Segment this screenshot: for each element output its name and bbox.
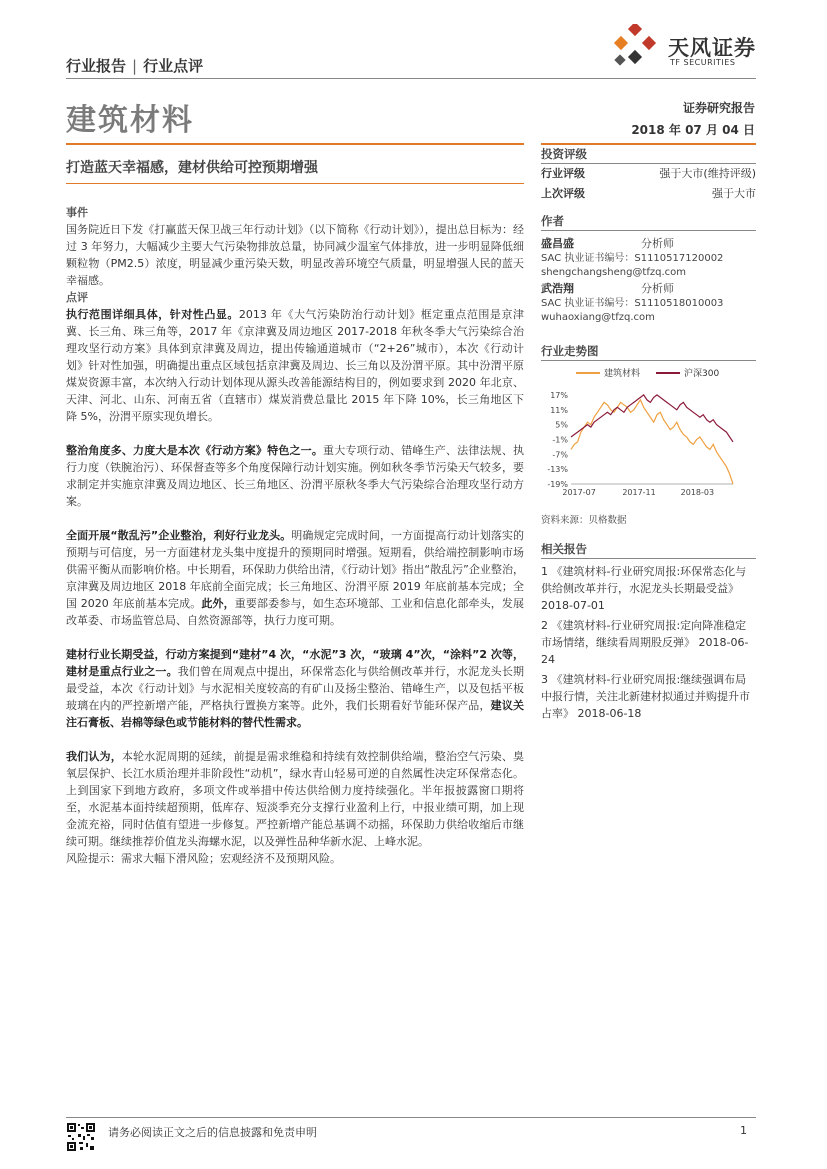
series-line	[571, 395, 733, 442]
related-item[interactable]	[541, 671, 756, 722]
analyst-role: 分析师	[641, 237, 674, 250]
analyst-sac: SAC 执业证书编号：S1110518010003	[541, 298, 724, 309]
footer-disclaimer: 请务必阅读正文之后的信息披露和免责申明	[108, 1126, 317, 1139]
paragraph-5-lead: 我们认为，	[66, 750, 122, 763]
paragraph-3-text: 明确规定完成时间，一方面提高行动计划落实的预期与可信度，另一方面建材龙头集中度提升的预期同时增强。短期看，供给端控制影响市场供需平衡从而影响价格。中长期看，环保助力供给出清，《行动计划》指出“散乱污”企业整治，京津冀及周边地区 2018 年底前全面完成；长三角地区、汾渭平原 2019 年底前基本完成；全国 2020 年底前基本完成。	[66, 529, 525, 610]
y-tick-label: 5%	[555, 420, 568, 430]
analyst-entry	[541, 237, 756, 280]
trend-section	[541, 342, 756, 361]
series-line	[571, 400, 733, 484]
related-item[interactable]	[541, 617, 756, 668]
paragraph-3-text-2: 重要部委参与，如生态环境部、工业和信息化部牵头，发展改革委、市场监管总局、自然资源部等，执行力度可期。	[66, 597, 525, 627]
header-divider	[66, 78, 756, 79]
x-tick-label: 2017-07	[562, 488, 596, 497]
report-type-label: 行业报告	[66, 57, 127, 75]
rating-value: 强于大市(维持评级)	[659, 167, 756, 180]
y-tick-label: -7%	[552, 450, 568, 460]
paragraph-2-lead: 整治角度多、力度大是本次《行动方案》特色之一。	[66, 444, 324, 457]
paragraph-4-lead: 建材行业长期受益，行动方案提到“建材”4 次，“水泥”3 次，“玻璃 4”次，“涂料”2 次等，建材是重点行业之一。	[66, 648, 524, 678]
analyst-sac: SAC 执业证书编号：S1110517120002	[541, 253, 724, 264]
event-title: 事件	[66, 206, 88, 219]
rating-value: 强于大市	[712, 187, 756, 200]
rating-label: 上次评级	[541, 187, 585, 200]
report-date: 2018 年 07 月 04 日	[631, 123, 755, 137]
analyst-name: 盛昌盛	[541, 237, 574, 250]
trend-chart	[541, 364, 756, 504]
legend-label: 沪深300	[684, 369, 720, 379]
paragraph-4-text: 我们曾在周观点中提出，环保常态化与供给侧改革并行，水泥龙头长期最受益，本次《行动计划》与水泥相关度较高的有矿山及扬尘整治、错峰生产，以及包括平板玻璃在内的严控新增产能，严格执行置换方案等。此外，我们长期看好节能环保产品，	[66, 665, 524, 712]
analyst-entry	[541, 282, 756, 325]
related-item-title[interactable]: 3 《建筑材料-行业研究周报:继续强调布局中报行情，关注北新建材拟通过并购提升市占率》	[541, 673, 750, 720]
y-tick-label: -1%	[552, 435, 568, 445]
y-tick-label: 17%	[550, 390, 568, 400]
paragraph-2	[66, 442, 524, 510]
chart-source: 资料来源：贝格数据	[541, 515, 627, 526]
analyst-email[interactable]: wuhaoxiang@tfzq.com	[541, 312, 655, 323]
logo-subtitle: TF SECURITIES	[670, 58, 736, 67]
authors-divider	[541, 230, 756, 231]
paragraph-3-bold-2: 此外，	[201, 597, 235, 610]
legend-label: 建筑材料	[604, 369, 641, 379]
trend-title: 行业走势图	[541, 344, 599, 358]
paragraph-3-lead: 全面开展“散乱污”企业整治，利好行业龙头。	[66, 529, 292, 542]
related-item[interactable]	[541, 563, 756, 614]
headline-bottom-rule	[66, 183, 524, 184]
authors-section	[541, 212, 756, 325]
trend-divider	[541, 360, 756, 361]
related-item-date: 2018-06-24	[541, 636, 749, 666]
rating-title: 投资评级	[541, 147, 587, 161]
report-type	[66, 55, 203, 76]
paragraph-1-text: 2013 年《大气污染防治行动计划》框定重点范围是京津冀、长三角、珠三角等，2017 年《京津冀及周边地区 2017-2018 年秋冬季大气污染综合治理攻坚行动方案》具体到京津冀及周边，提出传输通道城市（“2+26”城市），本次《行动计划》针对性加强，明确提出重点区域包括京津冀及周边、长三角以及汾渭平原。其中汾渭平原煤炭资源丰富，本次纳入行动计划体现从源头改善能源结构目的，例如要求到 2020 年北京、天津、河北、山东、河南五省（直辖市）煤炭消费总量比 2015 年下降 10%，长三角地区下降 5%，汾渭平原实现负增长。	[66, 308, 524, 423]
event-text: 国务院近日下发《打赢蓝天保卫战三年行动计划》（以下简称《行动计划》），提出总目标为：经过 3 年努力，大幅减少主要大气污染物排放总量，协同减少温室气体排放，进一步明显降低细颗粒物（PM2.5）浓度，明显减少重污染天数，明显改善环境空气质量，明显增强人民的蓝天幸福感。	[66, 223, 524, 287]
rating-label: 行业评级	[541, 167, 585, 180]
company-logo-icon	[612, 24, 664, 70]
analyst-email[interactable]: shengchangsheng@tfzq.com	[541, 267, 686, 278]
rating-row	[541, 164, 756, 184]
x-tick-label: 2017-11	[622, 488, 656, 497]
x-tick-label: 2018-03	[680, 488, 715, 497]
page-number: 1	[740, 1124, 747, 1137]
paragraph-4-bold-2: 建议关注石膏板、岩棉等绿色或节能材料的替代性需求。	[66, 699, 525, 729]
y-tick-label: 11%	[550, 405, 568, 415]
related-item-date: 2018-07-01	[541, 599, 605, 612]
related-title: 相关报告	[541, 542, 587, 556]
paragraph-1-lead: 执行范围详细具体，针对性凸显。	[66, 308, 239, 321]
research-label: 证券研究报告	[682, 101, 755, 115]
industry-title: 建筑材料	[66, 103, 194, 138]
paragraph-1	[66, 306, 524, 425]
related-item-date: 2018-06-18	[577, 707, 642, 720]
headline: 打造蓝天幸福感，建材供给可控预期增强	[66, 160, 318, 176]
main-body	[66, 204, 524, 867]
related-section	[541, 540, 756, 725]
analyst-role: 分析师	[641, 282, 674, 295]
paragraph-2-text: 重大专项行动、错峰生产、法律法规、执行力度（铁腕治污）、环保督查等多个角度保障行动计划实施。例如秋冬季节污染天气较多，要求制定并实施京津冀及周边地区、长三角地区、汾渭平原秋冬季大气污染综合治理攻坚行动方案。	[66, 444, 525, 508]
related-list	[541, 563, 756, 722]
paragraph-4	[66, 646, 524, 731]
paragraph-5-text: 本轮水泥周期的延续，前提是需求维稳和持续有效控制供给端，整治空气污染、臭氧层保护、长江水质治理并非阶段性“动机”，绿水青山轻易可逆的自然属性决定环保常态化。上到国家下到地方政府，多项文件或举措中传达供给侧力度持续强化。半年报披露窗口期将至，水泥基本面持续超预期，低库存、短淡季充分支撑行业盈利上行，中报业绩可期，加上现金流充裕，同时估值有望进一步修复。严控新增产能总基调不动摇，环保助力供给收缩后市继续可期。继续推荐价值龙头海螺水泥，以及弹性品种华新水泥、上峰水泥。	[66, 750, 524, 848]
authors-title: 作者	[541, 214, 564, 228]
risk-warning: 风险提示：需求大幅下滑风险；宏观经济不及预期风险。	[66, 852, 341, 865]
report-subtype-label: 行业点评	[143, 57, 204, 75]
y-tick-label: -19%	[547, 480, 568, 489]
footer-divider	[66, 1117, 756, 1118]
rating-section	[541, 145, 756, 204]
rating-row	[541, 184, 756, 204]
related-divider	[541, 558, 756, 559]
headline-top-rule	[66, 143, 524, 145]
comment-title: 点评	[66, 291, 88, 304]
paragraph-5	[66, 748, 524, 850]
y-tick-label: -13%	[547, 465, 568, 475]
related-item-title[interactable]: 2 《建筑材料-行业研究周报:定向降准稳定市场情绪，继续看周期股反弹》	[541, 619, 747, 649]
paragraph-3	[66, 527, 524, 629]
analyst-name: 武浩翔	[541, 282, 574, 295]
qr-code-icon	[66, 1122, 96, 1152]
logo-name: 天风证券	[668, 36, 756, 60]
related-item-title[interactable]: 1 《建筑材料-行业研究周报:环保常态化与供给侧改革并行，水泥龙头长期最受益》	[541, 565, 747, 595]
separator: |	[132, 57, 138, 75]
